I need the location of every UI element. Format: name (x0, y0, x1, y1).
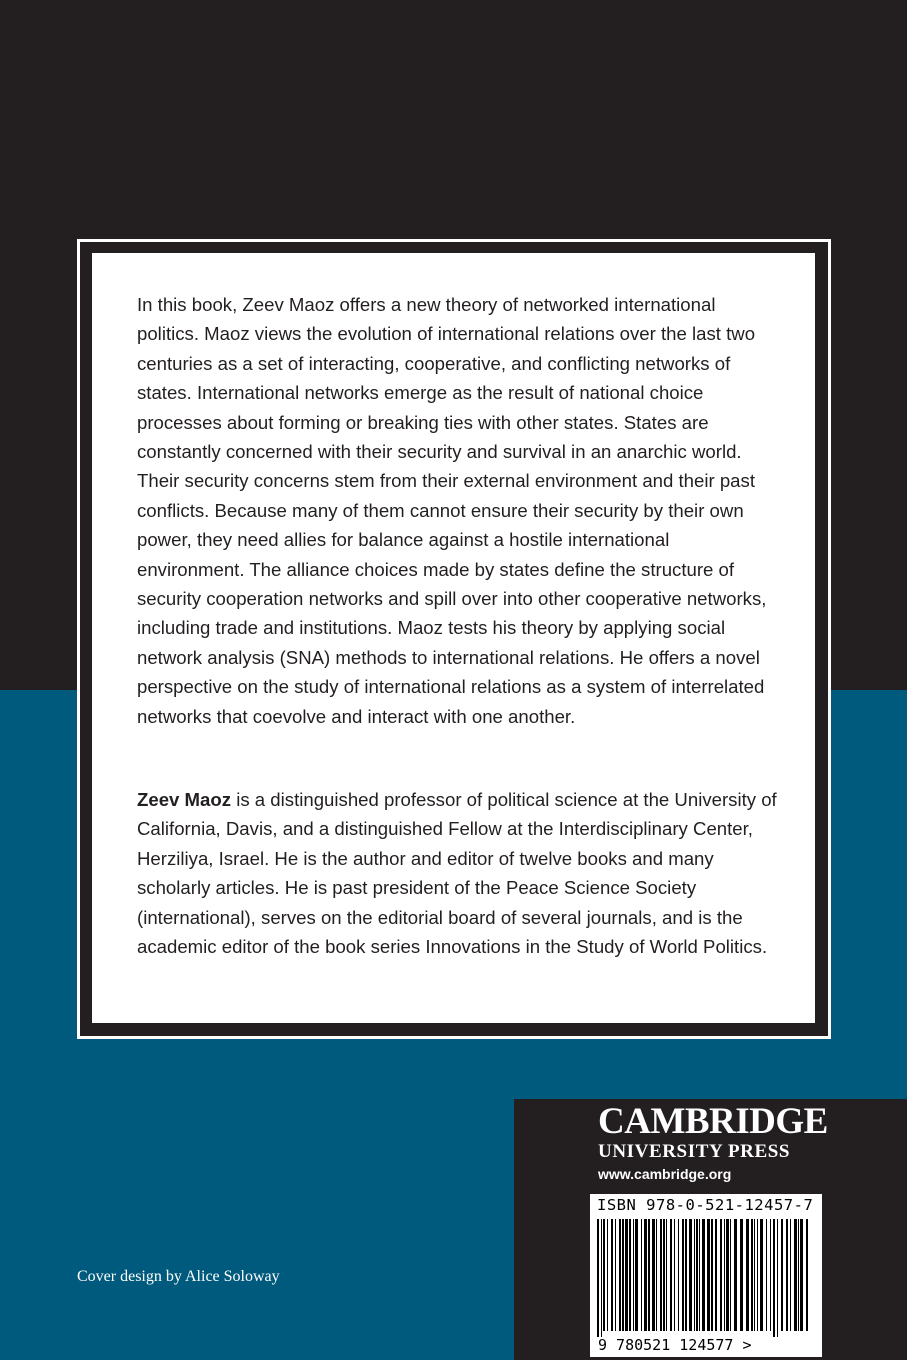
author-name: Zeev Maoz (137, 789, 232, 810)
barcode-number: 9 780521 124577 > (598, 1336, 752, 1354)
publisher-url: www.cambridge.org (598, 1166, 732, 1182)
isbn-label: ISBN 978-0-521-12457-7 (597, 1196, 814, 1214)
publisher-name: CAMBRIDGE (598, 1101, 828, 1142)
cover-design-credit: Cover design by Alice Soloway (77, 1268, 280, 1285)
book-description: In this book, Zeev Maoz offers a new theory of networked international politics. Maoz views the evolution of international relations over the last two centuries as a set of interacting, cooperative, and conflicting networks of states. International networks emerge as the result of national choice processes about forming or breaking ties with other states. States are constantly concerned with their security and survival in an anarchic world. Their security concerns stem from their external environment and their past conflicts. Because many of them cannot ensure their security by their own power, they need allies for balance against a hostile international environment. The alliance choices made by states define the structure of security cooperation networks and spill over into other cooperative networks, including trade and institutions. Maoz tests his theory by applying social network analysis (SNA) methods to international relations. He offers a novel perspective on the study of international relations as a system of interrelated networks that coevolve and interact with one another. (137, 294, 767, 727)
publisher-subname: UNIVERSITY PRESS (598, 1141, 791, 1162)
author-bio-text: is a distinguished professor of political science at the University of California, Davis, and a distinguished Fellow at the Interdisciplinary Center, Herziliya, Israel. He is the author and editor of twelve books and many scholarly articles. He is past president of the Peace Science Society (international), serves on the editorial board of several journals, and is the academic editor of the book series Innovations in the Study of World Politics. (137, 789, 777, 958)
author-bio (137, 785, 782, 961)
barcode-image (595, 1219, 817, 1337)
